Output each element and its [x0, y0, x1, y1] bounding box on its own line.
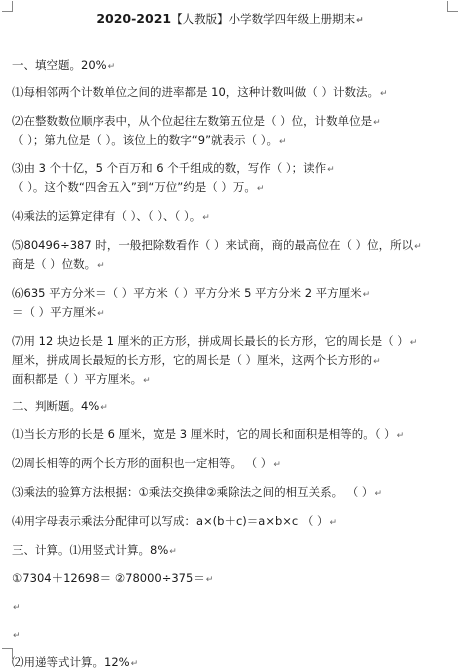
doc-line-s2	[12, 398, 108, 416]
paragraph-mark: ↵	[205, 575, 214, 585]
doc-line-q7a	[12, 333, 417, 351]
paragraph-mark: ↵	[373, 118, 381, 128]
paragraph-mark: ↵	[362, 290, 371, 300]
doc-line-text: ⑵周长相等的两个长方形的面积也一定相等。 （ ）	[12, 456, 273, 470]
paragraph-mark: ↵	[273, 460, 281, 470]
paragraph-mark: ↵	[329, 518, 338, 528]
paragraph-mark: ↵	[13, 603, 21, 613]
doc-line-text: 二、判断题。4%	[12, 399, 100, 413]
doc-line-text: （ ）。这个数“四舍五入”到“万位”约是（ ）万。	[12, 180, 256, 194]
doc-line-text: ⑶乘法的验算方法根据：①乘法交换律②乘除法之间的相互关系。 （ ）	[12, 485, 374, 499]
paragraph-mark: ↵	[356, 16, 364, 26]
doc-line-q3a	[12, 160, 335, 178]
doc-line-q6a	[12, 285, 370, 303]
doc-line-text: ＝（ ）平方厘米	[12, 305, 97, 319]
doc-line-text: ⑹635 平方分米＝（ ）平方米（ ）平方分米 5 平方分米 2 平方厘米	[12, 286, 362, 300]
doc-line-c2	[12, 654, 138, 672]
doc-line-j2	[12, 455, 281, 473]
doc-line-text: ⑴每相邻两个计数单位之间的进率都是 10，这种计数叫做（ ）计数法。	[12, 85, 379, 99]
doc-line-q1	[12, 84, 388, 102]
doc-line-text: 厘米，拼成周长最短的长方形，它的周长是（ ）厘米，这两个长方形的	[12, 353, 373, 367]
paragraph-mark: ↵	[373, 357, 381, 367]
doc-line-j3	[12, 484, 382, 502]
paragraph-mark: ↵	[97, 309, 105, 319]
title-text: 【人教版】小学数学四年级上册期末	[171, 12, 356, 26]
doc-line-s1	[12, 57, 115, 75]
doc-line-q2b	[12, 132, 287, 150]
doc-line-j1	[12, 426, 404, 444]
doc-line-q4	[12, 208, 210, 226]
title-year: 2020-2021	[96, 11, 172, 26]
paragraph-mark: ↵	[143, 376, 151, 386]
doc-line-text: ⑵用递等式计算。12%	[12, 655, 130, 669]
doc-line-text: 面积都是（ ）平方厘米。	[12, 372, 143, 386]
paragraph-mark: ↵	[100, 403, 108, 413]
page-title	[0, 11, 460, 27]
doc-line-q5a	[12, 237, 422, 255]
doc-line-text: 商是（ ）位数。	[12, 257, 97, 271]
doc-line-text: ⑺用 12 块边长是 1 厘米的正方形，拼成周长最长的长方形，它的周长是（ ）	[12, 334, 409, 348]
doc-line-text: 一、填空题。20%	[12, 58, 107, 72]
doc-line-text: 三、计算。⑴用竖式计算。8%	[12, 543, 169, 557]
paragraph-mark: ↵	[409, 338, 418, 348]
paragraph-mark: ↵	[97, 261, 105, 271]
doc-line-text: ⑶由 3 个十亿，5 个百万和 6 个千组成的数，写作（ ）；读作	[12, 161, 327, 175]
doc-line-q6b	[12, 304, 105, 322]
paragraph-mark: ↵	[327, 165, 335, 175]
paragraph-mark: ↵	[414, 242, 422, 252]
doc-line-j4	[12, 513, 337, 531]
paragraph-mark: ↵	[278, 137, 287, 147]
paragraph-mark: ↵	[396, 431, 405, 441]
doc-line-text: ⑸80496÷387 时，一般把除数看作（ ）来试商，商的最高位在（ ）位，所以	[12, 238, 414, 252]
doc-line-e1	[12, 598, 21, 616]
doc-line-q7b	[12, 352, 381, 370]
paragraph-mark: ↵	[107, 62, 116, 72]
doc-line-q2a	[12, 113, 381, 131]
paragraph-mark: ↵	[13, 631, 21, 641]
doc-line-text: ⑵在整数数位顺序表中，从个位起往左数第五位是（ ）位，计数单位是	[12, 114, 373, 128]
paragraph-mark: ↵	[379, 89, 388, 99]
doc-line-text: （ ）；第九位是（ ）。该位上的数字“9”就表示（ ）。	[12, 133, 278, 147]
doc-line-text: ⑷用字母表示乘法分配律可以写成：a×(b＋c)＝a×b×c （ ）	[12, 514, 329, 528]
doc-line-e2	[12, 626, 21, 644]
doc-line-q5b	[12, 256, 105, 274]
doc-line-text: ⑴当长方形的长是 6 厘米，宽是 3 厘米时，它的周长和面积是相等的。（ ）	[12, 427, 396, 441]
doc-line-q7c	[12, 371, 151, 389]
paragraph-mark: ↵	[130, 659, 139, 669]
doc-line-s3	[12, 542, 177, 560]
paragraph-mark: ↵	[202, 213, 210, 223]
paragraph-mark: ↵	[256, 184, 265, 194]
doc-line-c1	[12, 570, 213, 588]
paragraph-mark: ↵	[374, 489, 382, 499]
doc-line-text: ⑷乘法的运算定律有（ ）、（ ）、（ ）。	[12, 209, 202, 223]
paragraph-mark: ↵	[169, 547, 177, 557]
doc-line-q3b	[12, 179, 264, 197]
doc-line-text: ①7304＋12698＝ ②78000÷375＝	[12, 571, 205, 585]
